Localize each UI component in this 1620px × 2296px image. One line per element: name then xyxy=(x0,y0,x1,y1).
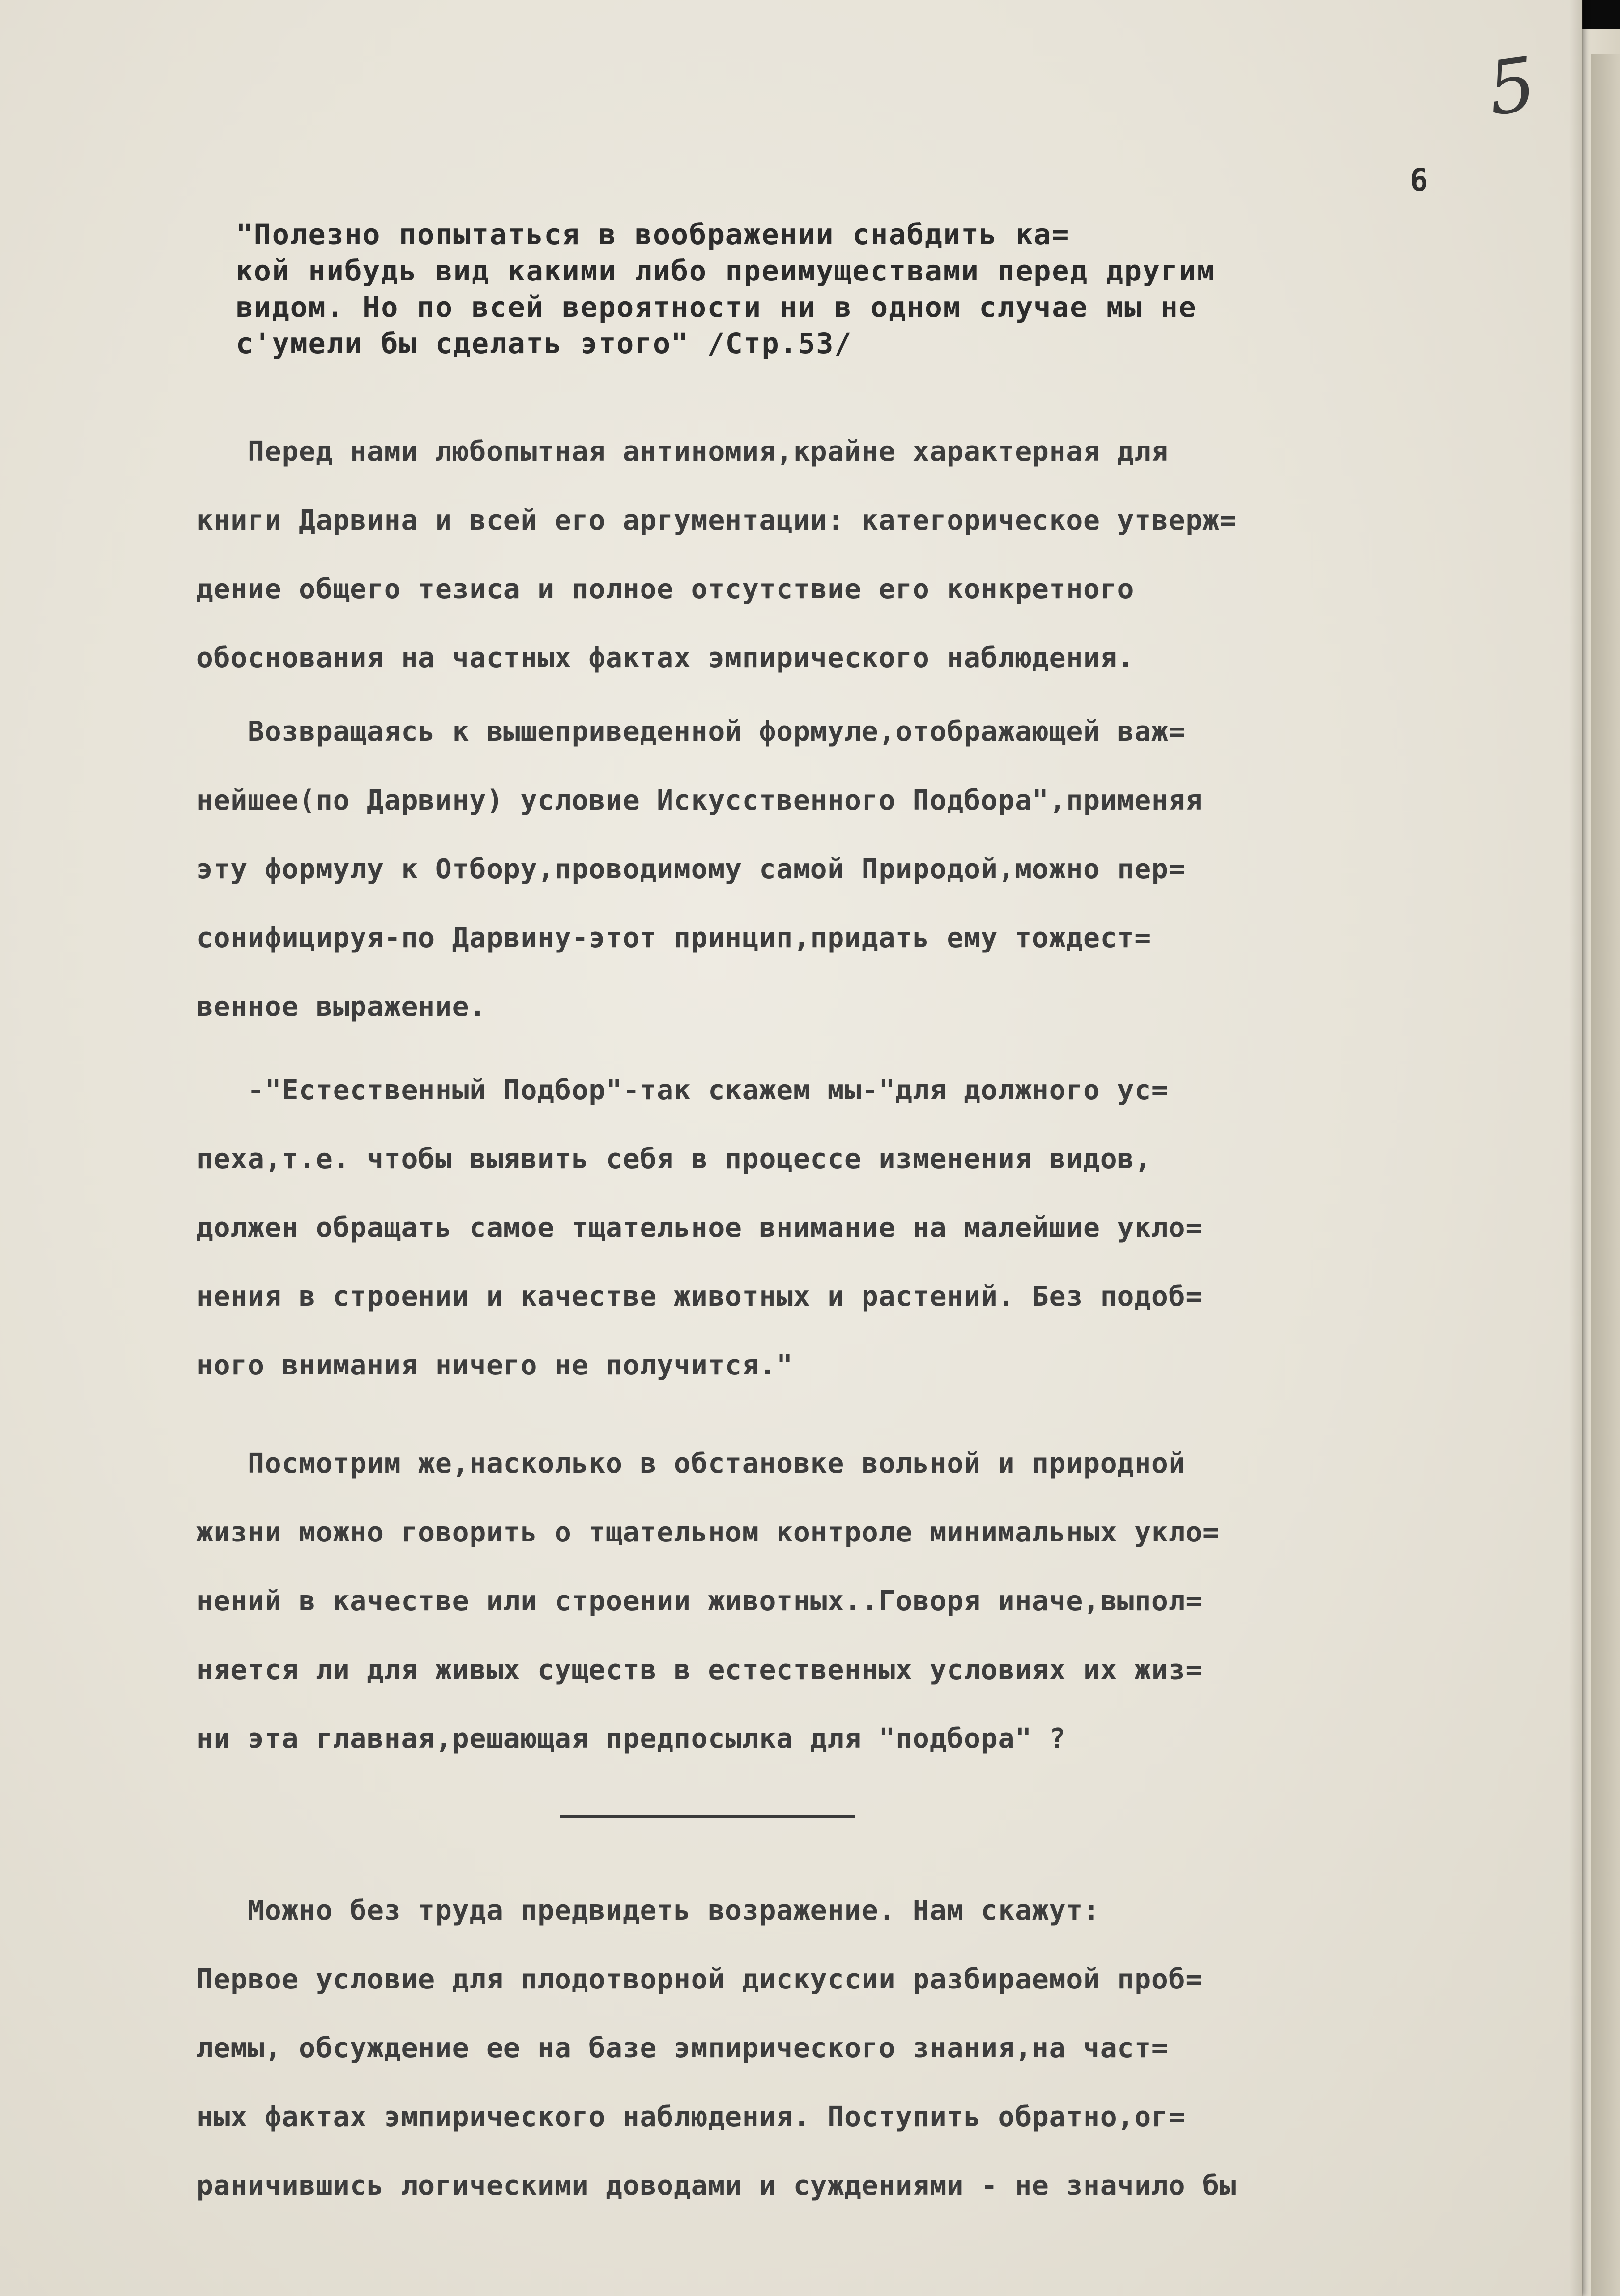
text-line: пеха,т.е. чтобы выявить себя в процессе изменения видов, xyxy=(196,1143,1152,1175)
quote-line: с'умели бы сделать этого" /Стр.53/ xyxy=(236,327,853,360)
paragraph-objection xyxy=(196,1876,1454,2220)
text-line: ного внимания ничего не получится." xyxy=(196,1349,794,1381)
text-line: Перед нами любопытная антиномия,крайне характерная для xyxy=(196,436,1169,468)
text-line: Первое условие для плодотворной дискуссии разбираемой проб= xyxy=(196,1963,1203,1995)
text-line: книги Дарвина и всей его аргументации: категорическое утверж= xyxy=(196,504,1237,536)
paragraph-formula xyxy=(196,698,1454,1041)
text-line: обоснования на частных фактах эмпирического наблюдения. xyxy=(196,642,1135,674)
text-line: дение общего тезиса и полное отсутствие его конкретного xyxy=(196,573,1135,605)
text-line: ни эта главная,решающая предпосылка для "подбора" ? xyxy=(196,1723,1066,1755)
text-line: эту формулу к Отбору,проводимому самой Природой,можно пер= xyxy=(196,853,1186,885)
text-line: сонифицируя-по Дарвину-этот принцип,придать ему тождест= xyxy=(196,922,1152,954)
quote-line: "Полезно попытаться в воображении снабдить ка= xyxy=(236,218,1070,251)
section-divider xyxy=(560,1815,855,1818)
text-line: лемы, обсуждение ее на базе эмпирического знания,на част= xyxy=(196,2032,1169,2064)
quote-line: видом. Но по всей вероятности ни в одном случае мы не xyxy=(236,290,1197,324)
paragraph-antinomy xyxy=(196,418,1454,693)
text-line: нейшее(по Дарвину) условие Искусственного Подбора",применяя xyxy=(196,784,1203,816)
stacked-sheet-edge-inner xyxy=(1591,54,1620,2296)
page-number: 6 xyxy=(1410,162,1428,198)
text-line: раничившись логическими доводами и суждениями - не значило бы xyxy=(196,2170,1237,2202)
sheet-shadow-edge xyxy=(1569,0,1583,2296)
quote-line: кой нибудь вид какими либо преимуществами перед другим xyxy=(236,254,1215,287)
text-line: нения в строении и качестве животных и растений. Без подоб= xyxy=(196,1281,1203,1313)
text-line: Возвращаясь к вышеприведенной формуле,отображающей важ= xyxy=(196,716,1186,748)
block-quote xyxy=(236,216,1464,362)
handwritten-folio-number: 5 xyxy=(1482,41,1541,133)
text-line: Посмотрим же,насколько в обстановке вольной и природной xyxy=(196,1448,1186,1480)
text-line: жизни можно говорить о тщательном контроле минимальных укло= xyxy=(196,1516,1220,1548)
paragraph-wild-life xyxy=(196,1429,1454,1773)
text-line: няется ли для живых существ в естественных условиях их жиз= xyxy=(196,1654,1203,1686)
text-line: ных фактах эмпирического наблюдения. Поступить обратно,ог= xyxy=(196,2101,1186,2133)
paragraph-natural-selection xyxy=(196,1056,1454,1400)
text-line: венное выражение. xyxy=(196,991,487,1023)
text-line: Можно без труда предвидеть возражение. Нам скажут: xyxy=(196,1895,1100,1927)
text-line: -"Естественный Подбор"-так скажем мы-"для должного ус= xyxy=(196,1074,1169,1106)
text-line: должен обращать самое тщательное внимание на малейшие укло= xyxy=(196,1212,1203,1244)
text-line: нений в качестве или строении животных..Говоря иначе,выпол= xyxy=(196,1585,1203,1617)
